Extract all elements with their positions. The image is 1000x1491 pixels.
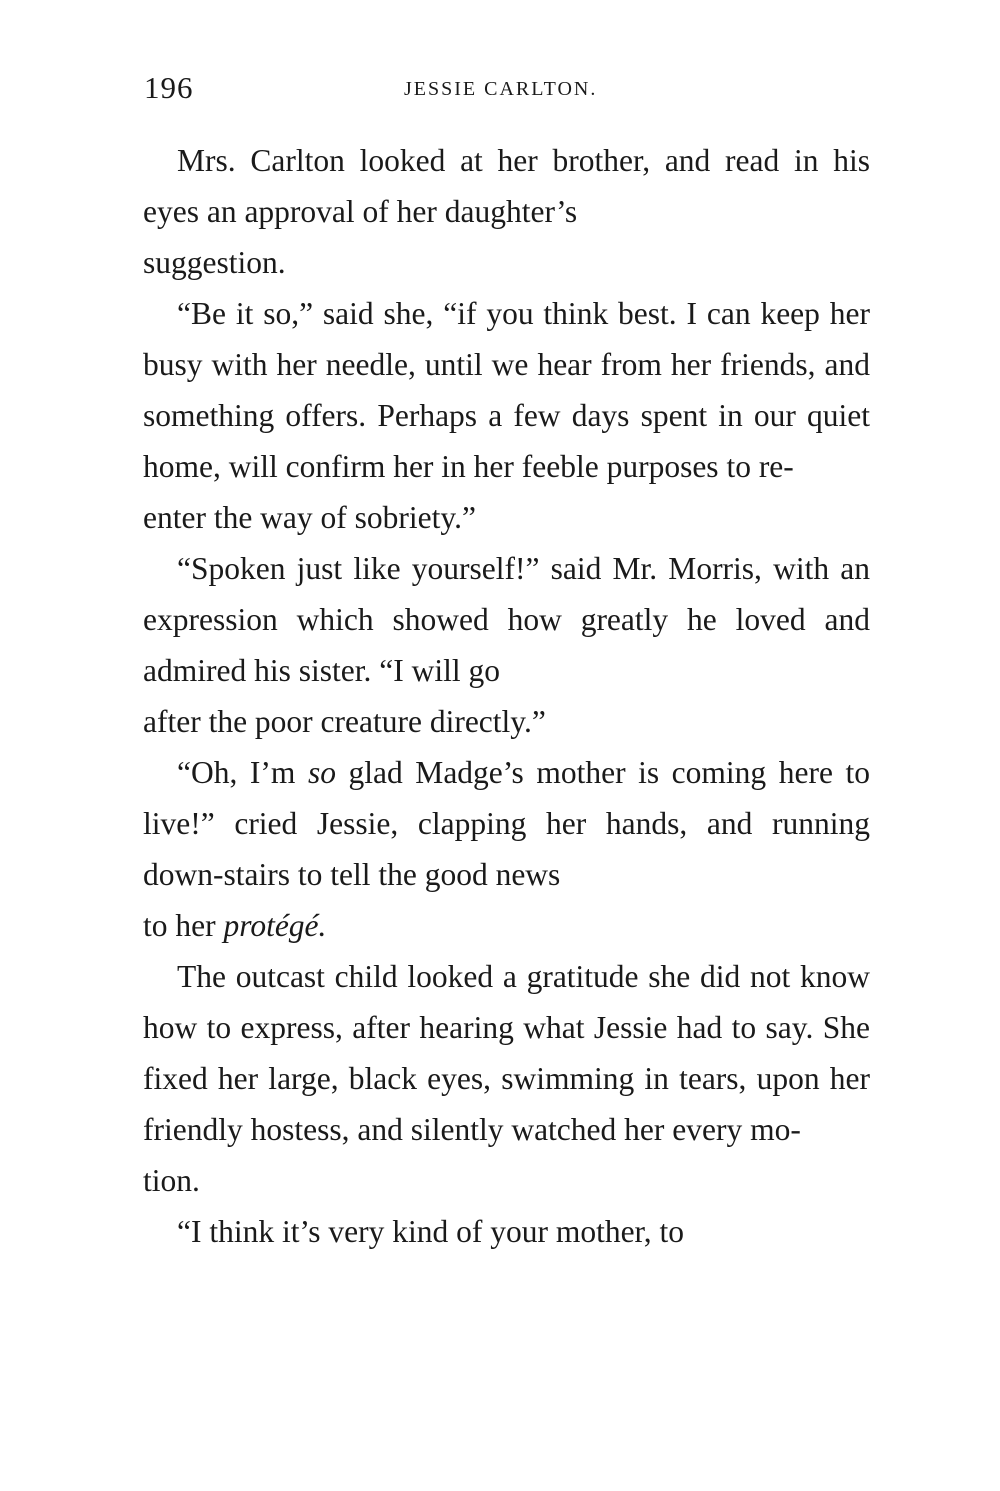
text-line: Jessie had to say. She fixed her large, black <box>143 1010 871 1096</box>
paragraph-6 <box>143 1206 870 1257</box>
text-line: suggestion. <box>143 245 286 280</box>
paragraph-2 <box>143 288 870 543</box>
paragraph-1 <box>143 135 870 288</box>
page-number: 196 <box>144 70 194 105</box>
text-fragment: glad Madge’s mother is coming <box>335 755 767 790</box>
paragraph-5 <box>143 951 870 1206</box>
italic-emphasis: so <box>307 755 336 790</box>
page-header <box>140 70 880 110</box>
text-line: not know how to express, after hearing what <box>143 959 871 1045</box>
text-line: “Spoken just like yourself!” said Mr. Morris, <box>177 551 762 586</box>
text-line: in his eyes an approval of her daughter’s <box>143 143 871 229</box>
text-line: and running down-stairs to tell the good news <box>143 806 870 892</box>
italic-protege: protégé. <box>223 908 327 943</box>
paragraph-3 <box>143 543 870 747</box>
running-head: JESSIE CARLTON. <box>404 78 598 100</box>
text-fragment: “Oh, I’m <box>177 755 308 790</box>
text-line: Mrs. Carlton looked at her brother, and read <box>177 143 780 178</box>
text-line: “I think it’s very kind of your mother, to <box>177 1214 685 1249</box>
text-line: tion. <box>143 1163 200 1198</box>
text-line: eyes, swimming in tears, upon her friendly <box>143 1061 871 1147</box>
body-text <box>143 135 870 1257</box>
text-line: The outcast child looked a gratitude she did <box>177 959 741 994</box>
text-line: he loved and admired his sister. “I will go <box>143 602 870 688</box>
text-line: hear from her friends, and something offers. <box>143 347 871 433</box>
text-line: hostess, and silently watched her every mo- <box>250 1112 801 1147</box>
text-fragment: to her <box>143 908 224 943</box>
text-line: after the poor creature directly.” <box>143 704 546 739</box>
text-line: can keep her busy with her needle, until we <box>143 296 870 382</box>
text-line: with an expression which showed how greatly <box>143 551 871 637</box>
text-line: Perhaps a few days spent in our quiet home, <box>143 398 871 484</box>
text-line: enter the way of sobriety.” <box>143 500 476 535</box>
text-line: “Be it so,” said she, “if you think best. I <box>177 296 698 331</box>
paragraph-4 <box>143 747 870 951</box>
text-line: here to live!” cried Jessie, clapping her hands, <box>143 755 870 841</box>
text-line: will confirm her in her feeble purposes to re- <box>228 449 794 484</box>
